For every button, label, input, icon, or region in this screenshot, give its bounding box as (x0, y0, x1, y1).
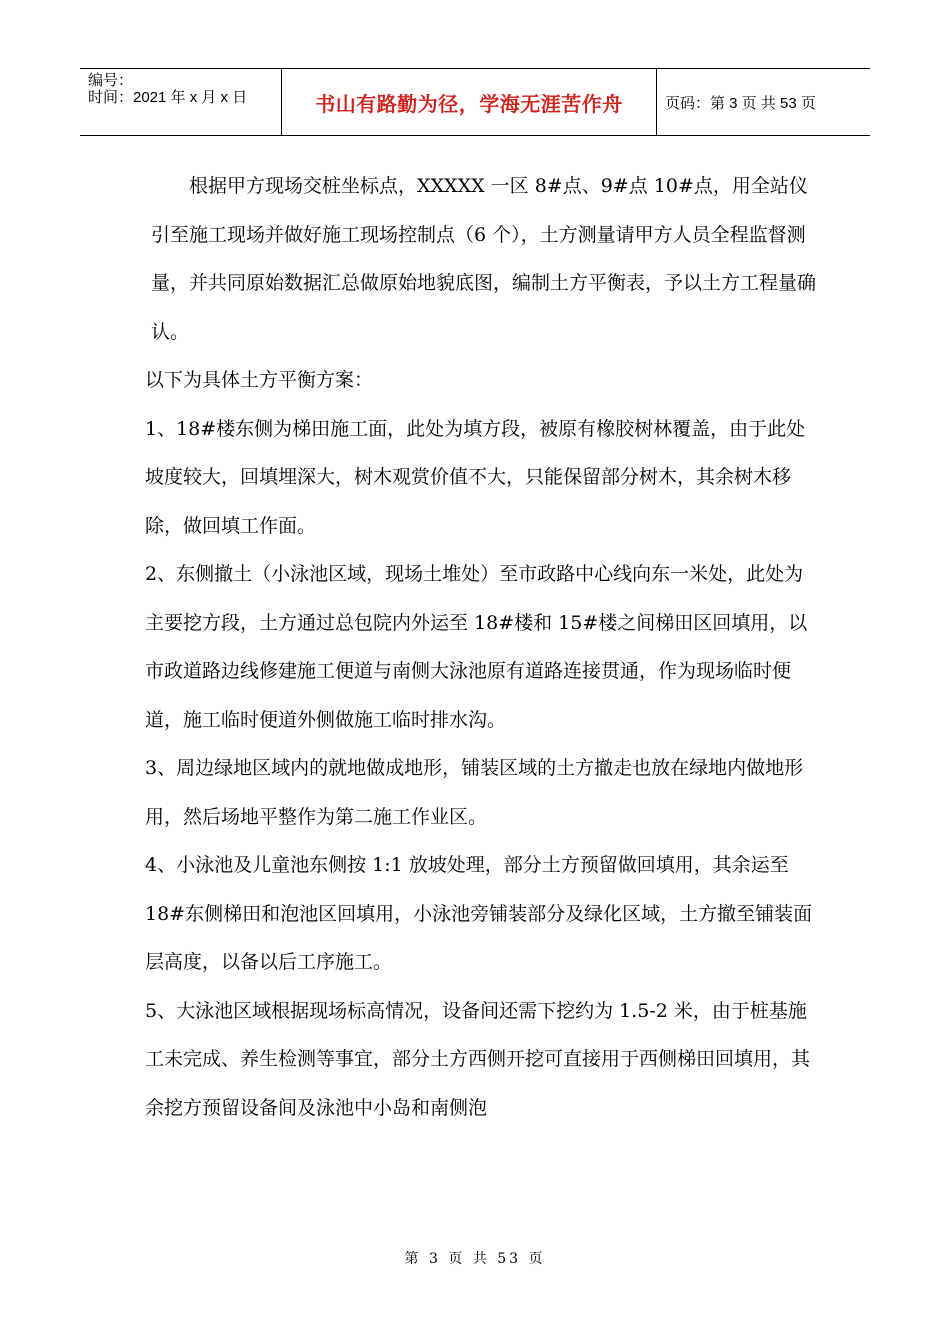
intro-paragraph: 根据甲方现场交桩坐标点，XXXXX 一区 8#点、9#点 10#点，用全站仪引至施工现场并做好施工现场控制点（6 个），土方测量请甲方人员全程监督测量，并共同原始数据汇总做原始地貌底图，编制土方平衡表，予以土方工程量确认。 (151, 175, 817, 343)
section-title: 以下为具体土方平衡方案： (145, 369, 374, 391)
page-footer: 第 3 页 共 53 页 (404, 1251, 546, 1267)
header-meta (80, 69, 282, 135)
document-number-label: 编号： (88, 72, 134, 89)
document-date-label: 时间：2021 年 x 月 x 日 (88, 89, 248, 106)
page-header (80, 68, 870, 136)
list-item: 1、18#楼东侧为梯田施工面，此处为填方段，被原有橡胶树林覆盖，由于此处坡度较大，回填埋深大，树木观赏价值不大，只能保留部分树木，其余树木移除，做回填工作面。 (145, 417, 806, 537)
list-item: 2、东侧撤土（小泳池区域，现场土堆处）至市政路中心线向东一米处，此处为主要挖方段，土方通过总包院内外运至 18#楼和 15#楼之间梯田区回填用，以市政道路边线修建施工便道与南侧大泳池原有道路连接贯通，作为现场临时便道，施工临时便道外侧做施工临时排水沟。 (145, 563, 808, 731)
header-motto: 书山有路勤为径，学海无涯苦作舟 (282, 69, 657, 135)
list-item: 4、小泳池及儿童池东侧按 1:1 放坡处理，部分土方预留做回填用，其余运至 18#东侧梯田和泡池区回填用，小泳池旁铺装部分及绿化区域，土方撤至铺装面层高度，以备以后工序施工。 (145, 854, 813, 973)
list-item: 5、大泳池区域根据现场标高情况，设备间还需下挖约为 1.5-2 米，由于桩基施工未完成、养生检测等事宜，部分土方西侧开挖可直接用于西侧梯田回填用，其余挖方预留设备间及泳池中小岛和南侧泡 (145, 999, 811, 1119)
list-item: 3、周边绿地区域内的就地做成地形，铺装区域的土方撤走也放在绿地内做地形用，然后场地平整作为第二施工作业区。 (145, 757, 804, 828)
header-page-info: 页码：第 3 页 共 53 页 (665, 94, 816, 112)
document-body (145, 162, 820, 1132)
